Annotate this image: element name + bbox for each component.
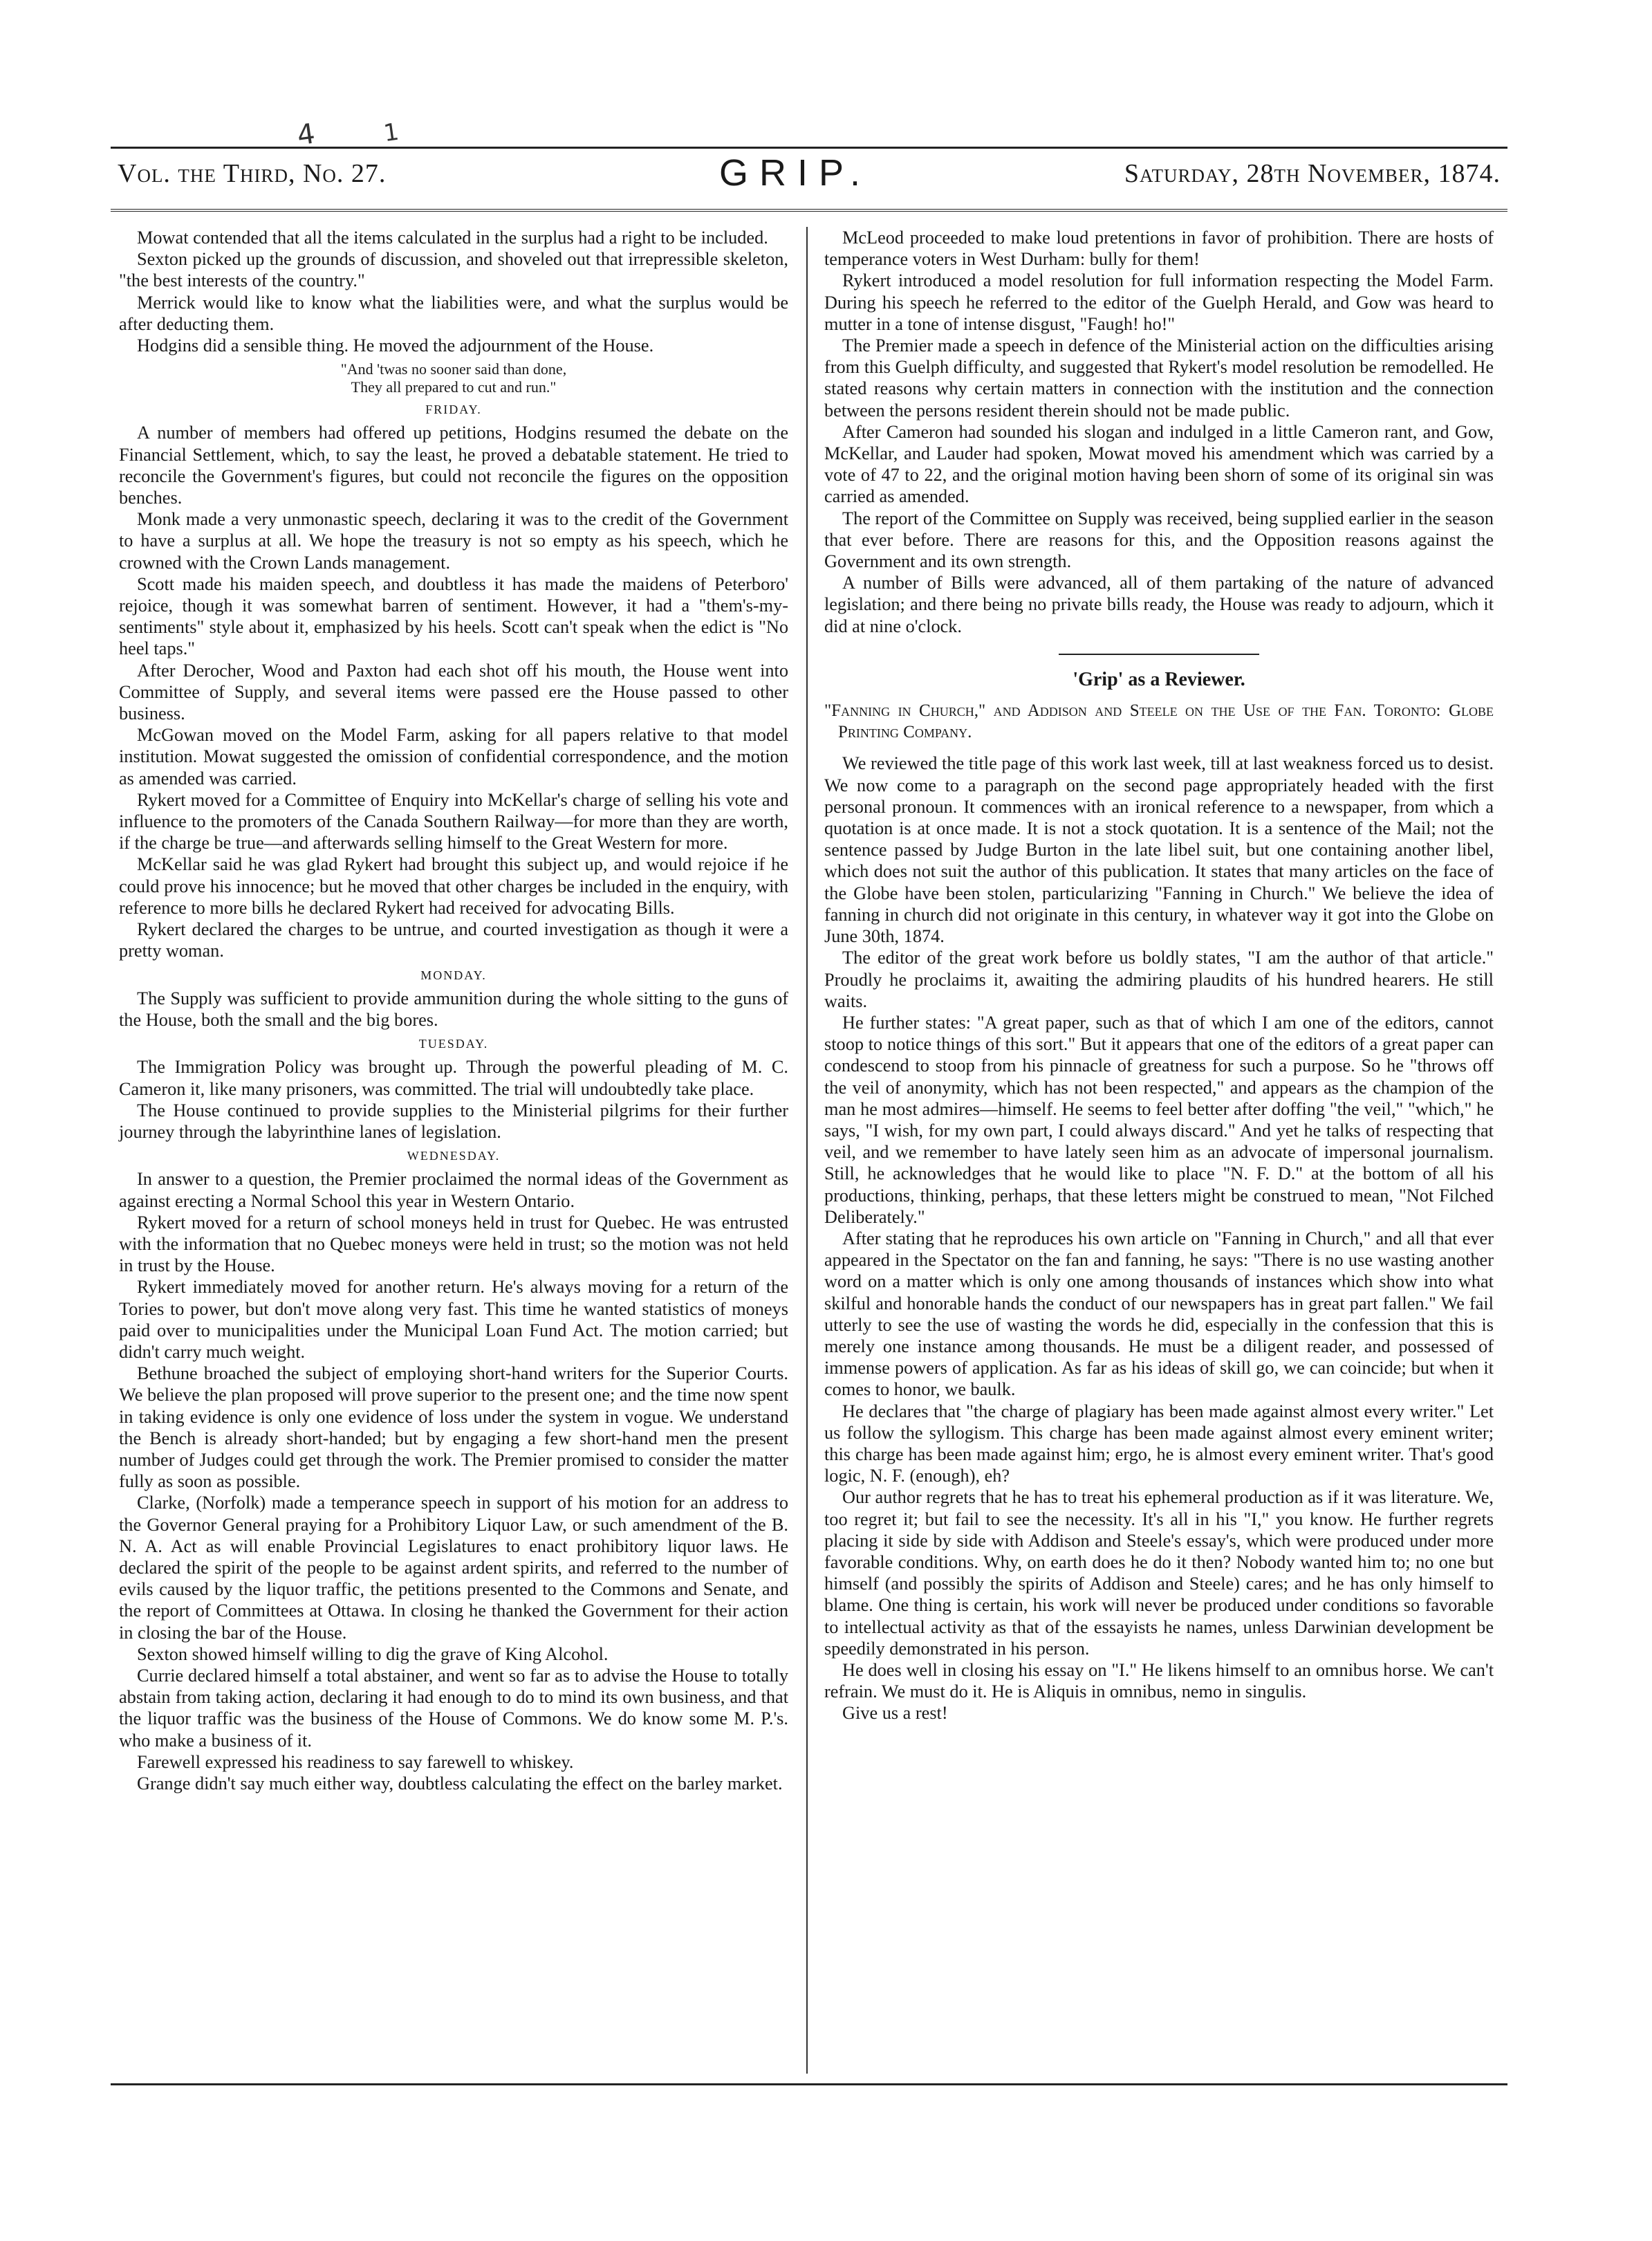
paragraph: He does well in closing his essay on "I." He likens himself to an omnibus horse. We can't refrain. We must do it. He is Aliquis in omnibus, nemo in singulis. [824,1660,1494,1702]
paragraph: Rykert moved for a return of school moneys held in trust for Quebec. He was entrusted with the information that no Quebec moneys were held in trust; so the motion was not held in trust by the House. [119,1212,788,1276]
newspaper-page [111,118,1507,2089]
paragraph: The House continued to provide supplies to the Ministerial pilgrims for their further journey through the labyrinthine lanes of legislation. [119,1100,788,1142]
quote-line: They all prepared to cut and run." [351,378,557,396]
paragraph: Give us a rest! [842,1703,948,1724]
paragraph: After stating that he reproduces his own article on "Fanning in Church," and all that ever appeared in the Spectator on the fan and fanning, he says: "There is no use wasting another word on a matter which is only one among thousands of instances which show into what skilful and honorable hands the conduct of our newspapers has in great part fallen." We fail utterly to see the use of wasting the words he did, especially in the confession that this is merely one instance among thousands. He must be a diligent reader, and possessed of immense powers of application. As far as his ideas of skill go, we can coincide; but when it comes to honor, we baulk. [824,1228,1494,1400]
day-heading-friday: FRIDAY. [425,403,482,417]
paragraph: Currie declared himself a total abstainer, and went so far as to advise the House to totally abstain from taking action, declaring it had enough to do to mind its own business, and that the liquor traffic was the business of the House of Commons. We do know some M. P.'s. who make a business of it. [119,1666,788,1751]
paragraph: The Immigration Policy was brought up. Through the powerful pleading of M. C. Cameron it, like many prisoners, was committed. The trial will undoubtedly take place. [119,1057,788,1099]
volume-number: Vol. the Third, No. 27. [118,159,387,188]
paragraph: A number of members had offered up petitions, Hodgins resumed the debate on the Financial Settlement, which, to say the least, he proved a debatable statement. He tried to reconcile the Government's figures, but could not reconcile the figures on the opposition benches. [119,423,788,508]
paragraph: McGowan moved on the Model Farm, asking for all papers relative to that model institution. Mowat suggested the omission of confidential correspondence, and the motion as amended was carried. [119,725,788,788]
handwritten-mark: 1 [382,118,401,148]
paragraph: The Supply was sufficient to provide ammunition during the whole sitting to the guns of the House, both the small and the big bores. [119,988,788,1030]
paragraph: Hodgins did a sensible thing. He moved the adjournment of the House. [137,335,654,356]
paragraph: Scott made his maiden speech, and doubtless it has made the maidens of Peterboro' rejoice, though it was somewhat barren of sentiment. However, it had a "them's-my-sentiments" style about it, emphasized by his heels. Scott can't speak when the edict is "No heel taps." [119,573,788,659]
masthead-rule [111,209,1507,212]
paragraph: After Cameron had sounded his slogan and indulged in a little Cameron rant, and Gow, McKellar, and Lauder had spoken, Mowat moved his amendment which was carried by a vote of 47 to 22, and the original motion having been shorn of some of its original sin was carried as amended. [824,421,1494,507]
paragraph: Monk made a very unmonastic speech, declaring it was to the credit of the Government to have a surplus at all. We hope the treasury is not so empty as his speech, which he crowned with the Crown Lands management. [119,509,788,573]
column-divider [806,227,808,2074]
paragraph: Sexton showed himself willing to dig the grave of King Alcohol. [137,1643,609,1664]
paragraph: The editor of the great work before us boldly states, "I am the author of that article." Proudly he proclaims it, awaiting the admiring plaudits of his hundred hearers. He still waits. [824,948,1494,1011]
paragraph: Farewell expressed his readiness to say farewell to whiskey. [137,1751,574,1772]
publication-title: GRIP. [719,152,872,194]
paragraph: Rykert introduced a model resolution for full information respecting the Model Farm. During his speech he referred to the editor of the Guelph Herald, and Gow was heard to mutter in a tone of intense disgust, "Faugh! ho!" [824,270,1494,334]
paragraph: Rykert immediately moved for another return. He's always moving for a return of the Tories to power, but don't move along very fast. This time he wanted statistics of moneys paid over to municipalities under the Municipal Loan Fund Act. The motion carried; but didn't carry much weight. [119,1277,788,1362]
page-bottom-rule [111,2083,1507,2085]
paragraph: Grange didn't say much either way, doubtless calculating the effect on the barley market. [137,1773,783,1794]
paragraph: Rykert moved for a Committee of Enquiry into McKellar's charge of selling his vote and influence to the promoters of the Canada Southern Railway—for more than they are worth, if the charge be true—and afterwards selling himself to the Great Western for more. [119,789,788,854]
paragraph: Sexton picked up the grounds of discussion, and shoveled out that irrepressible skeleton, "the best interests of the country." [119,249,788,291]
quote-line: "And 'twas no sooner said than done, [340,360,567,378]
section-title: 'Grip' as a Reviewer. [1073,668,1245,690]
issue-date: Saturday, 28th November, 1874. [1124,159,1501,188]
masthead [111,147,1507,193]
article-columns [119,227,1499,2081]
day-heading-monday: MONDAY. [420,968,487,982]
day-heading-tuesday: TUESDAY. [418,1037,489,1051]
paragraph: A number of Bills were advanced, all of them partaking of the nature of advanced legislation; and there being no private bills ready, the House was ready to adjourn, which it did at nine o'clock. [824,573,1494,636]
paragraph: The Premier made a speech in defence of the Ministerial action on the difficulties arising from this Guelph difficulty, and suggested that Rykert's model resolution be remodelled. He stated reasons why certain matters in connection with the institution and the connection between the persons resident therein should not be made public. [824,335,1494,421]
paragraph: He further states: "A great paper, such as that of which I am one of the editors, cannot stoop to notice things of this sort." But it appears that one of the editors of a great paper can condescend to stoop from his pinnacle of greatness for such a purpose. So he "throws off the veil of anonymity, which has not been respected," and appears as the champion of the man he most admires—himself. He seems to feel better after doffing "the veil," "which," he says, "I wish, for my own part, I could always discard." And yet he talks of respecting that veil, and we remember to have lately seen him as an advocate of impersonal journalism. Still, he acknowledges that he would like to place "N. F. D." at the bottom of all his productions, thinking, perhaps, that these letters might be construed to mean, "Not Filched Deliberately." [824,1012,1494,1227]
paragraph: In answer to a question, the Premier proclaimed the normal ideas of the Government as against erecting a Normal School this year in Western Ontario. [119,1169,788,1211]
paragraph: Our author regrets that he has to treat his ephemeral production as if it was literature. We, too regret it; but fail to see the necessity. It's all in his "I," you know. He further regrets placing it side by side with Addison and Steele's essay's, which were produced under more favorable conditions. Why, on earth does he do it then? Nobody wanted him to; no one but himself (and possibly the spirits of Addison and Steele) cares; and he has only himself to blame. One thing is certain, his work will never be produced under conditions so favorable to intellectual activity as that of the essayists he names, unless Darwinian development be speedily demonstrated in his person. [824,1487,1494,1659]
verse-quote [119,360,788,396]
left-column [119,227,788,1794]
paragraph: Mowat contended that all the items calculated in the surplus had a right to be included. [137,228,768,248]
paragraph: Merrick would like to know what the liabilities were, and what the surplus would be after deducting them. [119,292,788,334]
paragraph: Rykert declared the charges to be untrue, and courted investigation as though it were a pretty woman. [119,919,788,961]
paragraph: After Derocher, Wood and Paxton had each shot off his mouth, the House went into Committee of Supply, and several items were passed ere the House passed to other business. [119,660,788,724]
paragraph: McKellar said he was glad Rykert had brought this subject up, and would rejoice if he could prove his innocence; but he moved that other charges be included in the enquiry, with reference to more bills he declared Rykert had received for advocating Bills. [119,854,788,918]
paragraph: Bethune broached the subject of employing short-hand writers for the Superior Courts. We believe the plan proposed will prove superior to the present one; and the time now spent in taking evidence is only one evidence of loss under the system in vogue. We understand the Bench is already short-handed; but by engaging a few short-hand men the present number of Judges could get through the work. The Premier promised to consider the matter fully as soon as possible. [119,1363,788,1492]
paragraph: He declares that "the charge of plagiary has been made against almost every writer." Let us follow the syllogism. This charge has been made against almost every eminent writer; this charge has been made against him; ergo, he is almost every eminent writer. That's good logic, N. F. (enough), eh? [824,1401,1494,1486]
paragraph: McLeod proceeded to make loud pretentions in favor of prohibition. There are hosts of temperance voters in West Durham: bully for them! [824,228,1494,270]
right-column [824,227,1494,1724]
day-heading-wednesday: WEDNESDAY. [407,1149,501,1163]
section-divider [1059,654,1259,655]
paragraph: The report of the Committee on Supply was received, being supplied earlier in the season that ever before. There are reasons for this, and the Opposition reasons against the Government and its own strength. [824,508,1494,572]
review-heading: "Fanning in Church," and Addison and Steele on the Use of the Fan. Toronto: Globe Printing Company. [824,701,1494,742]
handwritten-mark: 4 [295,118,317,152]
paragraph: Clarke, (Norfolk) made a temperance speech in support of his motion for an address to the Governor General praying for a Prohibitory Liquor Law, or such amendment of the B. N. A. Act as will enable Provincial Legislatures to enact prohibitory liquor laws. He declared the spirit of the people to be against ardent spirits, and referred to the number of evils caused by the liquor traffic, the petitions presented to the Commons and Senate, and the report of Committees at Ottawa. In closing he thanked the Government for their action in closing the bar of the House. [119,1493,788,1643]
paragraph: We reviewed the title page of this work last week, till at last weakness forced us to desist. We now come to a paragraph on the second page appropriately headed with the first personal pronoun. It commences with an ironical reference to a newspaper, from which a quotation is at once made. It is not a stock quotation. It is a sentence of the Mail; not the sentence passed by Judge Burton in the late libel suit, but one containing another libel, which does not suit the author of this publication. It states that many articles on the face of the Globe have been stolen, particularizing "Fanning in Church." We believe the idea of fanning in church did not originate in this century, in whatever way it got into the Globe on June 30th, 1874. [824,753,1494,947]
